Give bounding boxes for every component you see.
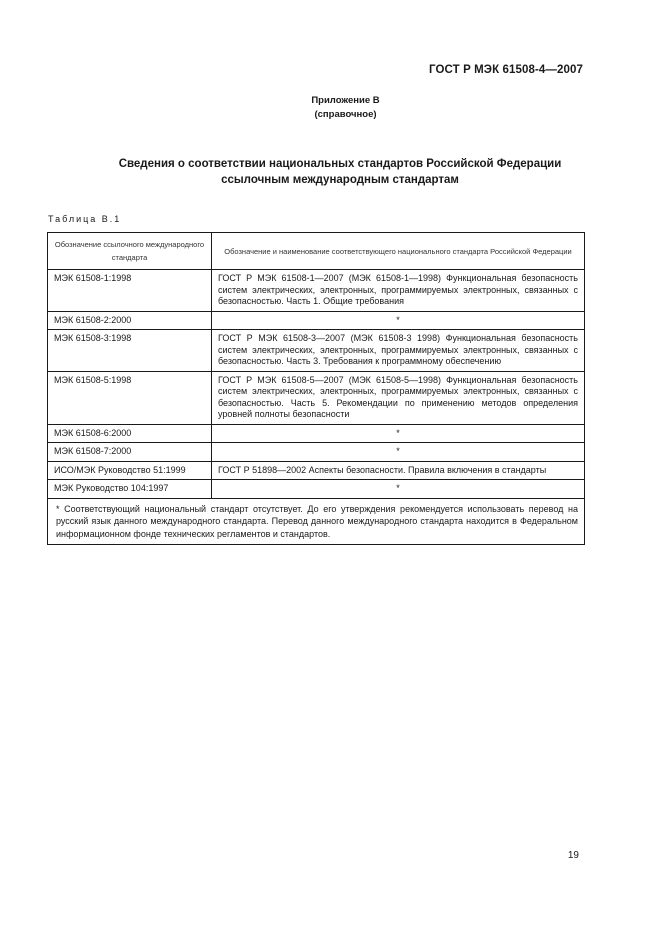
table-cell-national: * xyxy=(212,480,585,499)
table-header-reference: Обозначение ссылочного международного стандарта xyxy=(48,233,212,270)
table-footnote-row xyxy=(48,498,585,545)
table-cell-reference: МЭК 61508-2:2000 xyxy=(48,311,212,330)
table-row xyxy=(48,311,585,330)
table-row xyxy=(48,270,585,312)
table-cell-reference: МЭК 61508-3:1998 xyxy=(48,330,212,372)
table-row xyxy=(48,424,585,443)
appendix-title: Приложение В xyxy=(311,95,380,106)
table-label: Таблица В.1 xyxy=(48,214,122,224)
table-header-row xyxy=(48,233,585,270)
document-title xyxy=(60,156,620,188)
table-cell-national: ГОСТ Р 51898—2002 Аспекты безопасности. Правила включения в стандарты xyxy=(212,461,585,480)
appendix-subtitle: (справочное) xyxy=(314,109,377,120)
table-cell-reference: МЭК 61508-5:1998 xyxy=(48,371,212,424)
table-row xyxy=(48,371,585,424)
page-number: 19 xyxy=(567,850,579,861)
table-cell-national: ГОСТ Р МЭК 61508-5—2007 (МЭК 61508-5—1998) Функциональная безопасность систем электрических, электронных, программируемых электронных, связанных с безопасностью. Часть 5. Рекомендации по применению методов определения уровней полноты безопасности xyxy=(212,371,585,424)
table-cell-national: * xyxy=(212,424,585,443)
table-cell-national: * xyxy=(212,443,585,462)
table-cell-national: * xyxy=(212,311,585,330)
table-footnote: * Соответствующий национальный стандарт отсутствует. До его утверждения рекомендуется использовать перевод на русский язык данного международного стандарта. Перевод данного международного стандарта находится в Федеральном информационном фонде технических регламентов и стандартов. xyxy=(48,498,585,545)
table-cell-reference: МЭК 61508-1:1998 xyxy=(48,270,212,312)
table-header-national: Обозначение и наименование соответствующего национального стандарта Российской Федерации xyxy=(212,233,585,270)
table-row xyxy=(48,443,585,462)
document-title-line-2: ссылочным международным стандартам xyxy=(221,174,459,186)
table-row xyxy=(48,330,585,372)
table-cell-national: ГОСТ Р МЭК 61508-1—2007 (МЭК 61508-1—1998) Функциональная безопасность систем электрических, электронных, программируемых электронных, связанных с безопасностью. Часть 1. Общие требования xyxy=(212,270,585,312)
table-cell-reference: МЭК 61508-7:2000 xyxy=(48,443,212,462)
table-cell-reference: ИСО/МЭК Руководство 51:1999 xyxy=(48,461,212,480)
table-cell-national: ГОСТ Р МЭК 61508-3—2007 (МЭК 61508-3 1998) Функциональная безопасность систем электрических, электронных, программируемых электронных, связанных с безопасностью. Часть 3. Требования к программному обеспечению xyxy=(212,330,585,372)
table-row xyxy=(48,480,585,499)
table-row xyxy=(48,461,585,480)
correspondence-table xyxy=(47,232,585,545)
table-cell-reference: МЭК Руководство 104:1997 xyxy=(48,480,212,499)
document-code: ГОСТ Р МЭК 61508-4—2007 xyxy=(429,64,583,76)
appendix-heading xyxy=(0,94,661,122)
table-cell-reference: МЭК 61508-6:2000 xyxy=(48,424,212,443)
document-title-line-1: Сведения о соответствии национальных стандартов Российской Федерации xyxy=(118,158,562,170)
